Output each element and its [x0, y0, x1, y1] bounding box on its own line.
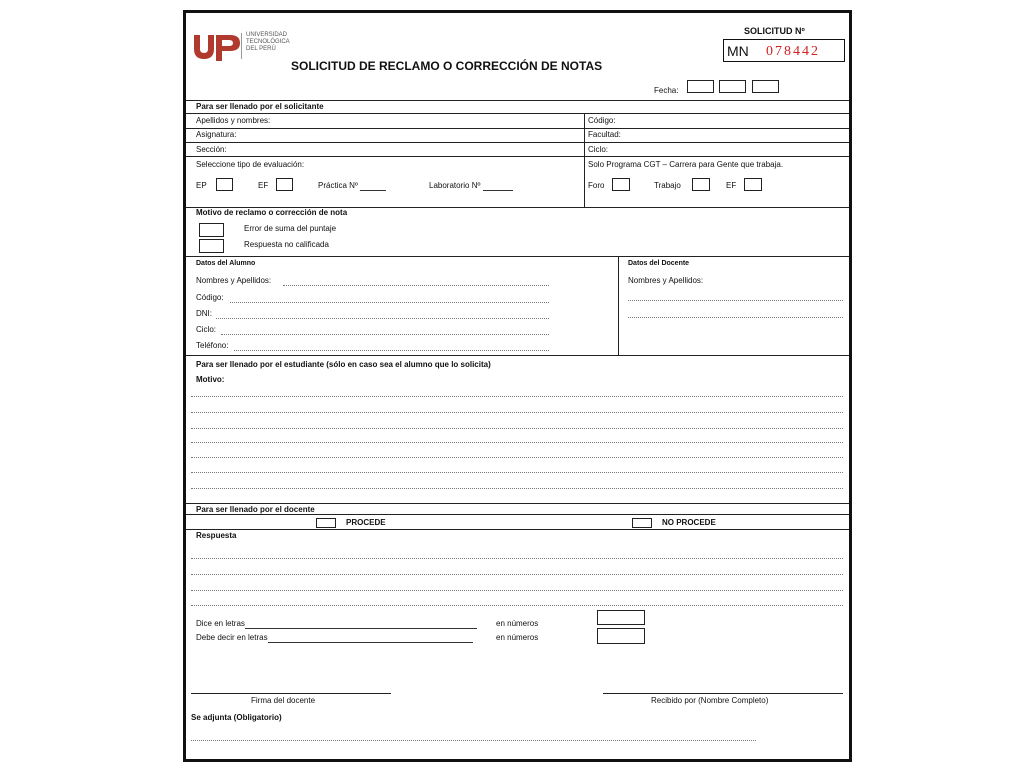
trabajo-label: Trabajo: [654, 181, 681, 190]
motivo-line-4[interactable]: [191, 442, 843, 443]
ef-checkbox[interactable]: [276, 178, 293, 191]
respuesta-line-2[interactable]: [191, 574, 843, 575]
facultad-label: Facultad:: [588, 130, 621, 139]
ef2-checkbox[interactable]: [744, 178, 762, 191]
ef2-label: EF: [726, 181, 737, 190]
claim-form-sheet: [183, 10, 852, 762]
dice-letras-line[interactable]: [245, 628, 477, 629]
error-suma-checkbox[interactable]: [199, 223, 224, 237]
firma-docente-line[interactable]: [191, 693, 391, 694]
practica-line[interactable]: [360, 190, 386, 191]
utp-logo-icon: [192, 31, 242, 63]
divider: [584, 113, 585, 207]
ef-label: EF: [258, 181, 269, 190]
alumno-nombres-line[interactable]: [283, 285, 549, 286]
no-procede-label: NO PROCEDE: [662, 518, 716, 527]
docente-section-title: Para ser llenado por el docente: [196, 505, 315, 514]
seccion-label: Sección:: [196, 145, 227, 154]
firma-docente-label: Firma del docente: [251, 696, 316, 705]
practica-text: Práctica Nº: [318, 181, 358, 190]
se-adjunta-label: Se adjunta (Obligatorio): [191, 713, 282, 722]
en-numeros-box-2[interactable]: [597, 628, 645, 644]
alumno-dni-line[interactable]: [216, 318, 549, 319]
ciclo-label: Ciclo:: [588, 145, 609, 154]
alumno-nombres-label: Nombres y Apellidos:: [196, 276, 272, 285]
divider: [186, 514, 849, 515]
dice-letras-label: [196, 619, 477, 629]
form-title: SOLICITUD DE RECLAMO O CORRECCIÓN DE NOTAS: [291, 59, 603, 73]
dice-letras-text: Dice en letras: [196, 619, 245, 628]
respuesta-title: Respuesta: [196, 531, 237, 540]
ep-checkbox[interactable]: [216, 178, 233, 191]
respuesta-no-calificada-label: Respuesta no calificada: [244, 240, 329, 249]
docente-line-2[interactable]: [628, 317, 843, 318]
motivo-line-6[interactable]: [191, 472, 843, 473]
divider: [186, 503, 849, 504]
fecha-day-box[interactable]: [687, 80, 714, 93]
serial-number: 078442: [766, 44, 820, 59]
solicitud-label: SOLICITUD Nº: [744, 26, 805, 36]
laboratorio-label: [429, 181, 513, 191]
procede-checkbox[interactable]: [316, 518, 336, 528]
docente-line-1[interactable]: [628, 300, 843, 301]
motivo-line-1[interactable]: [191, 396, 843, 397]
ep-label: EP: [196, 181, 207, 190]
divider: [186, 113, 849, 114]
divider: [186, 355, 849, 356]
alumno-codigo-label: Código:: [196, 293, 224, 302]
laboratorio-text: Laboratorio Nº: [429, 181, 481, 190]
practica-label: [318, 181, 386, 191]
error-suma-label: Error de suma del puntaje: [244, 224, 337, 233]
apellidos-label: Apellidos y nombres:: [196, 116, 271, 125]
estudiante-motivo-label: Motivo:: [196, 375, 225, 384]
alumno-ciclo-line[interactable]: [221, 334, 549, 335]
divider: [618, 256, 619, 355]
docente-nombres-label: Nombres y Apellidos:: [628, 276, 704, 285]
motivo-line-5[interactable]: [191, 457, 843, 458]
en-numeros-label-1: en números: [496, 619, 539, 628]
solicitante-section-title: Para ser llenado por el solicitante: [196, 102, 324, 111]
docente-title: Datos del Docente: [628, 260, 690, 267]
logo-divider: [241, 33, 242, 59]
divider: [186, 529, 849, 530]
serial-number-box: [723, 39, 845, 62]
asignatura-label: Asignatura:: [196, 130, 237, 139]
alumno-telefono-label: Teléfono:: [196, 341, 229, 350]
motivo-line-3[interactable]: [191, 428, 843, 429]
debe-decir-line[interactable]: [268, 642, 473, 643]
motivo-line-2[interactable]: [191, 412, 843, 413]
university-name-line1: UNIVERSIDAD: [246, 32, 288, 38]
foro-label: Foro: [588, 181, 605, 190]
cgt-label: Solo Programa CGT – Carrera para Gente que trabaja.: [588, 160, 784, 169]
tipo-evaluacion-label: Seleccione tipo de evaluación:: [196, 160, 305, 169]
no-procede-checkbox[interactable]: [632, 518, 652, 528]
en-numeros-label-2: en números: [496, 633, 539, 642]
alumno-codigo-line[interactable]: [230, 302, 549, 303]
recibido-por-label: Recibido por (Nombre Completo): [651, 696, 769, 705]
respuesta-no-calificada-checkbox[interactable]: [199, 239, 224, 253]
respuesta-line-1[interactable]: [191, 558, 843, 559]
serial-prefix: MN: [727, 43, 749, 59]
divider: [186, 156, 849, 157]
divider: [186, 100, 849, 101]
codigo-label: Código:: [588, 116, 616, 125]
procede-label: PROCEDE: [346, 518, 386, 527]
recibido-por-line[interactable]: [603, 693, 843, 694]
debe-decir-label: [196, 633, 473, 643]
fecha-label: Fecha:: [654, 86, 679, 95]
divider: [186, 128, 849, 129]
respuesta-line-4[interactable]: [191, 605, 843, 606]
foro-checkbox[interactable]: [612, 178, 630, 191]
alumno-telefono-line[interactable]: [234, 350, 549, 351]
motivo-line-7[interactable]: [191, 488, 843, 489]
fecha-month-box[interactable]: [719, 80, 746, 93]
university-name-line2: TECNOLÓGICA: [246, 39, 290, 45]
respuesta-line-3[interactable]: [191, 590, 843, 591]
divider: [186, 256, 849, 257]
divider: [186, 142, 849, 143]
fecha-year-box[interactable]: [752, 80, 779, 93]
laboratorio-line[interactable]: [483, 190, 513, 191]
en-numeros-box-1[interactable]: [597, 610, 645, 625]
trabajo-checkbox[interactable]: [692, 178, 710, 191]
alumno-ciclo-label: Ciclo:: [196, 325, 217, 334]
se-adjunta-line[interactable]: [191, 740, 756, 741]
debe-decir-text: Debe decir en letras: [196, 633, 268, 642]
alumno-title: Datos del Alumno: [196, 260, 256, 267]
estudiante-title: Para ser llenado por el estudiante (sólo en caso sea el alumno que lo solicita): [196, 360, 491, 369]
motivo-title: Motivo de reclamo o corrección de nota: [196, 208, 348, 217]
alumno-dni-label: DNI:: [196, 309, 212, 318]
university-name-line3: DEL PERÚ: [246, 46, 276, 52]
